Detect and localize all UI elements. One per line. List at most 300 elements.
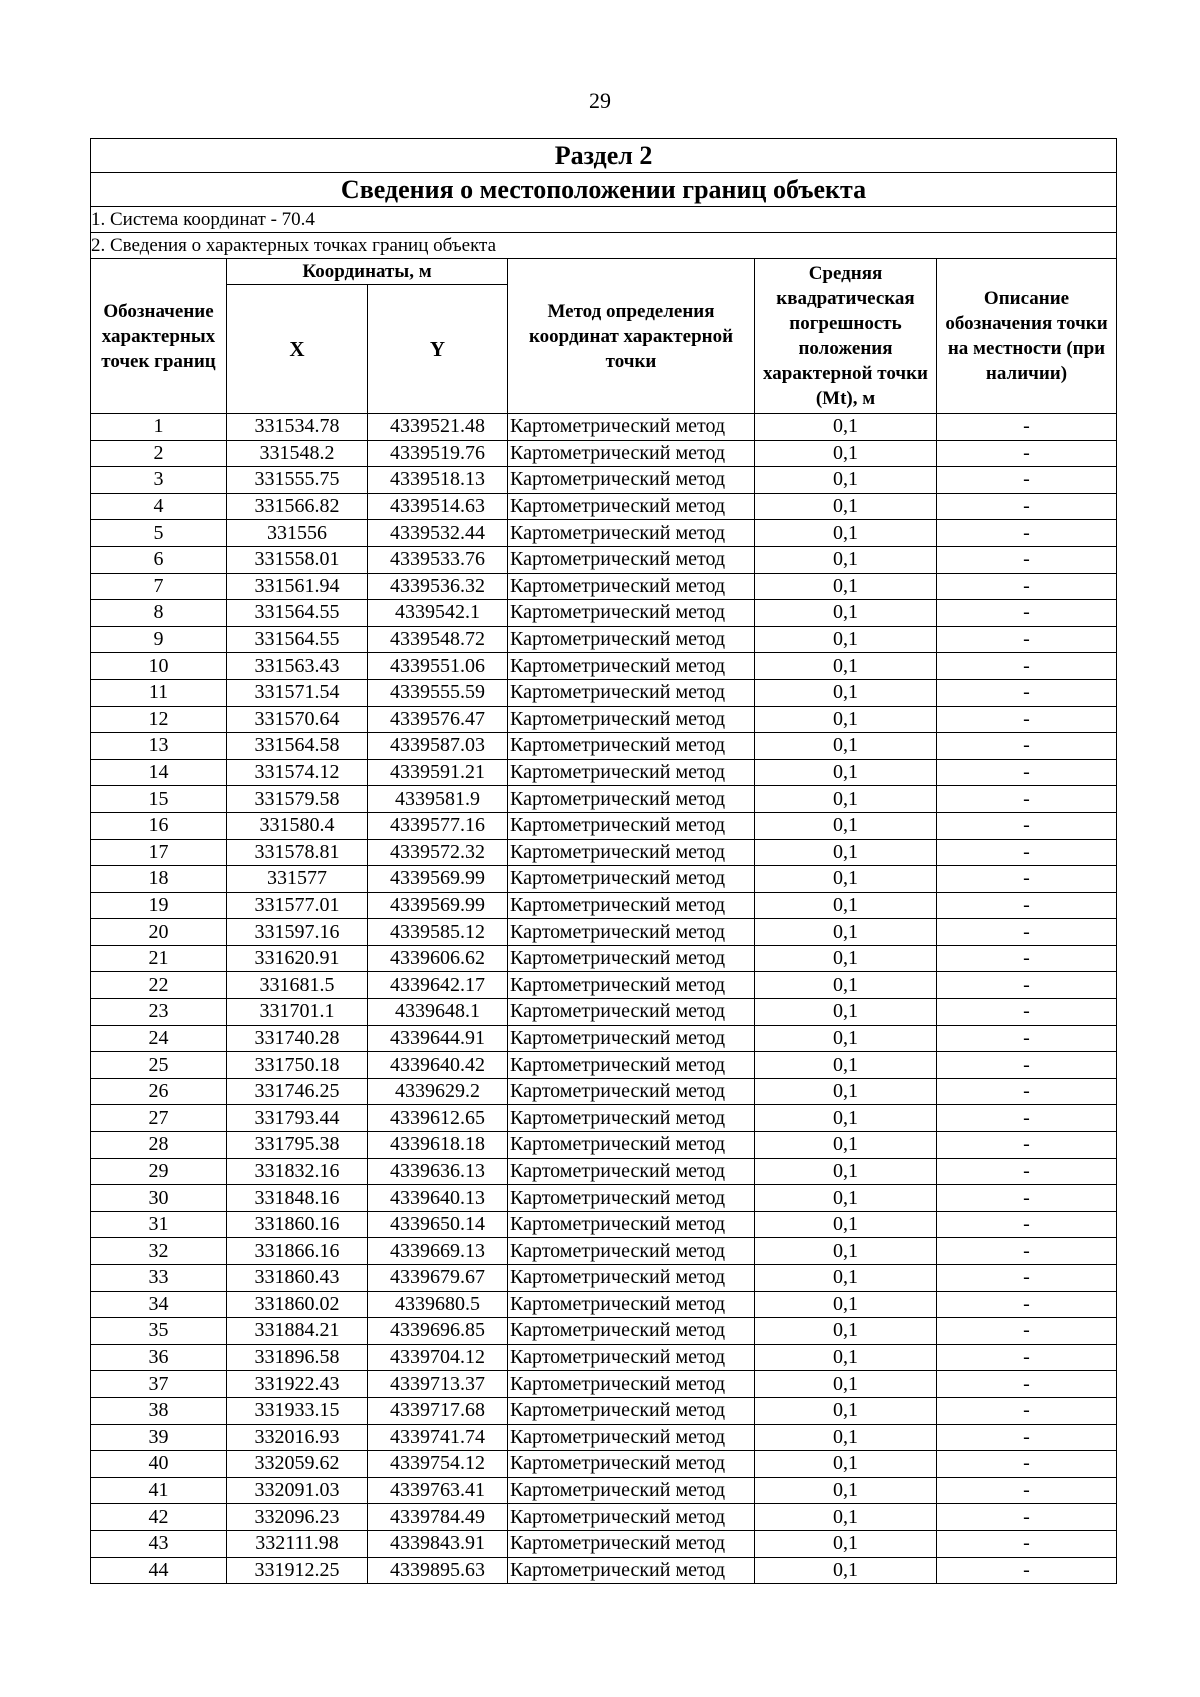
- method-cell: Картометрический метод: [508, 1397, 755, 1424]
- table-row: [91, 1052, 1117, 1079]
- description-cell: -: [937, 1557, 1117, 1584]
- x-coordinate-cell: 331933.15: [227, 1397, 368, 1424]
- mean-error-cell: 0,1: [755, 706, 937, 733]
- description-cell: -: [937, 1477, 1117, 1504]
- x-coordinate-cell: 331860.43: [227, 1265, 368, 1292]
- table-row: [91, 812, 1117, 839]
- mean-error-cell: 0,1: [755, 1530, 937, 1557]
- mean-error-cell: 0,1: [755, 440, 937, 467]
- mean-error-cell: 0,1: [755, 866, 937, 893]
- table-row: [91, 1397, 1117, 1424]
- point-number-cell: 16: [91, 812, 227, 839]
- description-cell: -: [937, 786, 1117, 813]
- point-number-cell: 13: [91, 733, 227, 760]
- mean-error-cell: 0,1: [755, 653, 937, 680]
- y-coordinate-cell: 4339591.21: [368, 759, 508, 786]
- y-coordinate-cell: 4339640.13: [368, 1185, 508, 1212]
- x-coordinate-cell: 332096.23: [227, 1504, 368, 1531]
- x-coordinate-cell: 331555.75: [227, 467, 368, 494]
- x-coordinate-cell: 331577: [227, 866, 368, 893]
- point-number-cell: 34: [91, 1291, 227, 1318]
- point-number-cell: 21: [91, 945, 227, 972]
- header-description: Описание обозначения точки на местности (при наличии): [937, 259, 1117, 414]
- mean-error-cell: 0,1: [755, 493, 937, 520]
- mean-error-cell: 0,1: [755, 1451, 937, 1478]
- description-cell: -: [937, 839, 1117, 866]
- table-row: [91, 1451, 1117, 1478]
- y-coordinate-cell: 4339648.1: [368, 999, 508, 1026]
- description-cell: -: [937, 1265, 1117, 1292]
- x-coordinate-cell: 331570.64: [227, 706, 368, 733]
- x-coordinate-cell: 331884.21: [227, 1318, 368, 1345]
- table-row: [91, 1318, 1117, 1345]
- method-cell: Картометрический метод: [508, 999, 755, 1026]
- x-coordinate-cell: 331795.38: [227, 1132, 368, 1159]
- method-cell: Картометрический метод: [508, 1211, 755, 1238]
- x-coordinate-cell: 331866.16: [227, 1238, 368, 1265]
- method-cell: Картометрический метод: [508, 1025, 755, 1052]
- description-cell: -: [937, 467, 1117, 494]
- mean-error-cell: 0,1: [755, 1344, 937, 1371]
- y-coordinate-cell: 4339895.63: [368, 1557, 508, 1584]
- y-coordinate-cell: 4339612.65: [368, 1105, 508, 1132]
- x-coordinate-cell: 331848.16: [227, 1185, 368, 1212]
- table-row: [91, 866, 1117, 893]
- point-number-cell: 10: [91, 653, 227, 680]
- method-cell: Картометрический метод: [508, 467, 755, 494]
- method-cell: Картометрический метод: [508, 1318, 755, 1345]
- mean-error-cell: 0,1: [755, 679, 937, 706]
- table-row: [91, 1344, 1117, 1371]
- mean-error-cell: 0,1: [755, 1105, 937, 1132]
- point-number-cell: 40: [91, 1451, 227, 1478]
- mean-error-cell: 0,1: [755, 1132, 937, 1159]
- table-row: [91, 1025, 1117, 1052]
- y-coordinate-cell: 4339650.14: [368, 1211, 508, 1238]
- mean-error-cell: 0,1: [755, 892, 937, 919]
- y-coordinate-cell: 4339551.06: [368, 653, 508, 680]
- method-cell: Картометрический метод: [508, 679, 755, 706]
- mean-error-cell: 0,1: [755, 812, 937, 839]
- description-cell: -: [937, 520, 1117, 547]
- table-row: [91, 972, 1117, 999]
- description-cell: -: [937, 653, 1117, 680]
- description-cell: -: [937, 573, 1117, 600]
- method-cell: Картометрический метод: [508, 1265, 755, 1292]
- point-number-cell: 37: [91, 1371, 227, 1398]
- x-coordinate-cell: 331580.4: [227, 812, 368, 839]
- table-row: [91, 839, 1117, 866]
- point-number-cell: 29: [91, 1158, 227, 1185]
- x-coordinate-cell: 331578.81: [227, 839, 368, 866]
- table-row: [91, 573, 1117, 600]
- y-coordinate-cell: 4339521.48: [368, 414, 508, 441]
- point-number-cell: 33: [91, 1265, 227, 1292]
- point-number-cell: 38: [91, 1397, 227, 1424]
- x-coordinate-cell: 331832.16: [227, 1158, 368, 1185]
- description-cell: -: [937, 1105, 1117, 1132]
- table-body: [91, 414, 1117, 1584]
- description-cell: -: [937, 999, 1117, 1026]
- header-point-designation: Обозначение характерных точек границ: [91, 259, 227, 414]
- description-cell: -: [937, 866, 1117, 893]
- table-row: [91, 919, 1117, 946]
- table-row: [91, 733, 1117, 760]
- y-coordinate-cell: 4339642.17: [368, 972, 508, 999]
- point-number-cell: 25: [91, 1052, 227, 1079]
- description-cell: -: [937, 1211, 1117, 1238]
- method-cell: Картометрический метод: [508, 1504, 755, 1531]
- method-cell: Картометрический метод: [508, 972, 755, 999]
- mean-error-cell: 0,1: [755, 1318, 937, 1345]
- table-row: [91, 1371, 1117, 1398]
- x-coordinate-cell: 331912.25: [227, 1557, 368, 1584]
- boundary-points-table: [90, 138, 1117, 1584]
- method-cell: Картометрический метод: [508, 1052, 755, 1079]
- description-cell: -: [937, 546, 1117, 573]
- method-cell: Картометрический метод: [508, 1530, 755, 1557]
- mean-error-cell: 0,1: [755, 1025, 937, 1052]
- mean-error-cell: 0,1: [755, 1078, 937, 1105]
- description-cell: -: [937, 414, 1117, 441]
- mean-error-cell: 0,1: [755, 759, 937, 786]
- y-coordinate-cell: 4339763.41: [368, 1477, 508, 1504]
- section-title: Раздел 2: [91, 139, 1117, 173]
- table-row: [91, 759, 1117, 786]
- mean-error-cell: 0,1: [755, 1504, 937, 1531]
- point-number-cell: 2: [91, 440, 227, 467]
- mean-error-cell: 0,1: [755, 1424, 937, 1451]
- y-coordinate-cell: 4339572.32: [368, 839, 508, 866]
- point-number-cell: 26: [91, 1078, 227, 1105]
- table-row: [91, 1557, 1117, 1584]
- point-number-cell: 30: [91, 1185, 227, 1212]
- y-coordinate-cell: 4339754.12: [368, 1451, 508, 1478]
- point-number-cell: 23: [91, 999, 227, 1026]
- mean-error-cell: 0,1: [755, 414, 937, 441]
- description-cell: -: [937, 919, 1117, 946]
- y-coordinate-cell: 4339519.76: [368, 440, 508, 467]
- mean-error-cell: 0,1: [755, 1158, 937, 1185]
- method-cell: Картометрический метод: [508, 493, 755, 520]
- description-cell: -: [937, 1397, 1117, 1424]
- mean-error-cell: 0,1: [755, 1238, 937, 1265]
- description-cell: -: [937, 812, 1117, 839]
- section-subtitle: Сведения о местоположении границ объекта: [91, 173, 1117, 207]
- header-mean-error: Средняя квадратическая погрешность положения характерной точки (Mt), м: [755, 259, 937, 414]
- y-coordinate-cell: 4339569.99: [368, 892, 508, 919]
- y-coordinate-cell: 4339555.59: [368, 679, 508, 706]
- x-coordinate-cell: 331860.02: [227, 1291, 368, 1318]
- point-number-cell: 1: [91, 414, 227, 441]
- y-coordinate-cell: 4339542.1: [368, 600, 508, 627]
- method-cell: Картометрический метод: [508, 653, 755, 680]
- x-coordinate-cell: 331548.2: [227, 440, 368, 467]
- table-row: [91, 600, 1117, 627]
- x-coordinate-cell: 331564.58: [227, 733, 368, 760]
- x-coordinate-cell: 331564.55: [227, 626, 368, 653]
- table-row: [91, 679, 1117, 706]
- mean-error-cell: 0,1: [755, 467, 937, 494]
- y-coordinate-cell: 4339679.67: [368, 1265, 508, 1292]
- table-row: [91, 1238, 1117, 1265]
- mean-error-cell: 0,1: [755, 600, 937, 627]
- x-coordinate-cell: 331577.01: [227, 892, 368, 919]
- point-number-cell: 18: [91, 866, 227, 893]
- table-row: [91, 786, 1117, 813]
- table-row: [91, 546, 1117, 573]
- point-number-cell: 28: [91, 1132, 227, 1159]
- mean-error-cell: 0,1: [755, 786, 937, 813]
- description-cell: -: [937, 1158, 1117, 1185]
- point-number-cell: 36: [91, 1344, 227, 1371]
- table-row: [91, 1291, 1117, 1318]
- header-y: Y: [368, 285, 508, 414]
- header-x: X: [227, 285, 368, 414]
- y-coordinate-cell: 4339606.62: [368, 945, 508, 972]
- x-coordinate-cell: 331579.58: [227, 786, 368, 813]
- method-cell: Картометрический метод: [508, 1424, 755, 1451]
- y-coordinate-cell: 4339784.49: [368, 1504, 508, 1531]
- method-cell: Картометрический метод: [508, 626, 755, 653]
- description-cell: -: [937, 1318, 1117, 1345]
- y-coordinate-cell: 4339696.85: [368, 1318, 508, 1345]
- point-number-cell: 24: [91, 1025, 227, 1052]
- y-coordinate-cell: 4339518.13: [368, 467, 508, 494]
- points-heading: 2. Сведения о характерных точках границ объекта: [91, 233, 1117, 259]
- page-number: 29: [589, 88, 611, 113]
- method-cell: Картометрический метод: [508, 573, 755, 600]
- table-row: [91, 414, 1117, 441]
- y-coordinate-cell: 4339640.42: [368, 1052, 508, 1079]
- description-cell: -: [937, 1238, 1117, 1265]
- method-cell: Картометрический метод: [508, 1451, 755, 1478]
- point-number-cell: 43: [91, 1530, 227, 1557]
- mean-error-cell: 0,1: [755, 919, 937, 946]
- description-cell: -: [937, 1451, 1117, 1478]
- description-cell: -: [937, 600, 1117, 627]
- header-coordinates: Координаты, м: [227, 259, 508, 285]
- y-coordinate-cell: 4339576.47: [368, 706, 508, 733]
- x-coordinate-cell: 332016.93: [227, 1424, 368, 1451]
- point-number-cell: 27: [91, 1105, 227, 1132]
- point-number-cell: 7: [91, 573, 227, 600]
- method-cell: Картометрический метод: [508, 520, 755, 547]
- description-cell: -: [937, 1504, 1117, 1531]
- mean-error-cell: 0,1: [755, 1185, 937, 1212]
- description-cell: -: [937, 733, 1117, 760]
- method-cell: Картометрический метод: [508, 414, 755, 441]
- table-row: [91, 1211, 1117, 1238]
- x-coordinate-cell: 331558.01: [227, 546, 368, 573]
- y-coordinate-cell: 4339669.13: [368, 1238, 508, 1265]
- method-cell: Картометрический метод: [508, 919, 755, 946]
- x-coordinate-cell: 331563.43: [227, 653, 368, 680]
- y-coordinate-cell: 4339577.16: [368, 812, 508, 839]
- mean-error-cell: 0,1: [755, 999, 937, 1026]
- point-number-cell: 14: [91, 759, 227, 786]
- mean-error-cell: 0,1: [755, 945, 937, 972]
- y-coordinate-cell: 4339533.76: [368, 546, 508, 573]
- x-coordinate-cell: 331564.55: [227, 600, 368, 627]
- y-coordinate-cell: 4339569.99: [368, 866, 508, 893]
- table-row: [91, 626, 1117, 653]
- description-cell: -: [937, 972, 1117, 999]
- point-number-cell: 32: [91, 1238, 227, 1265]
- table-row: [91, 1477, 1117, 1504]
- method-cell: Картометрический метод: [508, 1105, 755, 1132]
- table-row: [91, 892, 1117, 919]
- description-cell: -: [937, 892, 1117, 919]
- method-cell: Картометрический метод: [508, 839, 755, 866]
- y-coordinate-cell: 4339618.18: [368, 1132, 508, 1159]
- description-cell: -: [937, 626, 1117, 653]
- method-cell: Картометрический метод: [508, 1557, 755, 1584]
- table-row: [91, 1504, 1117, 1531]
- y-coordinate-cell: 4339704.12: [368, 1344, 508, 1371]
- y-coordinate-cell: 4339587.03: [368, 733, 508, 760]
- table-row: [91, 1530, 1117, 1557]
- mean-error-cell: 0,1: [755, 1265, 937, 1292]
- mean-error-cell: 0,1: [755, 1052, 937, 1079]
- x-coordinate-cell: 331597.16: [227, 919, 368, 946]
- mean-error-cell: 0,1: [755, 1397, 937, 1424]
- method-cell: Картометрический метод: [508, 1158, 755, 1185]
- method-cell: Картометрический метод: [508, 1291, 755, 1318]
- point-number-cell: 42: [91, 1504, 227, 1531]
- description-cell: -: [937, 1132, 1117, 1159]
- description-cell: -: [937, 440, 1117, 467]
- description-cell: -: [937, 1052, 1117, 1079]
- y-coordinate-cell: 4339843.91: [368, 1530, 508, 1557]
- x-coordinate-cell: 331750.18: [227, 1052, 368, 1079]
- table-row: [91, 1158, 1117, 1185]
- description-cell: -: [937, 1185, 1117, 1212]
- x-coordinate-cell: 331922.43: [227, 1371, 368, 1398]
- x-coordinate-cell: 331746.25: [227, 1078, 368, 1105]
- description-cell: -: [937, 945, 1117, 972]
- x-coordinate-cell: 331561.94: [227, 573, 368, 600]
- description-cell: -: [937, 1371, 1117, 1398]
- x-coordinate-cell: 332091.03: [227, 1477, 368, 1504]
- mean-error-cell: 0,1: [755, 573, 937, 600]
- y-coordinate-cell: 4339514.63: [368, 493, 508, 520]
- y-coordinate-cell: 4339629.2: [368, 1078, 508, 1105]
- method-cell: Картометрический метод: [508, 733, 755, 760]
- point-number-cell: 12: [91, 706, 227, 733]
- description-cell: -: [937, 493, 1117, 520]
- x-coordinate-cell: 331574.12: [227, 759, 368, 786]
- mean-error-cell: 0,1: [755, 972, 937, 999]
- x-coordinate-cell: 331701.1: [227, 999, 368, 1026]
- point-number-cell: 35: [91, 1318, 227, 1345]
- point-number-cell: 3: [91, 467, 227, 494]
- method-cell: Картометрический метод: [508, 1371, 755, 1398]
- method-cell: Картометрический метод: [508, 1238, 755, 1265]
- mean-error-cell: 0,1: [755, 546, 937, 573]
- mean-error-cell: 0,1: [755, 1291, 937, 1318]
- point-number-cell: 4: [91, 493, 227, 520]
- point-number-cell: 11: [91, 679, 227, 706]
- method-cell: Картометрический метод: [508, 1132, 755, 1159]
- description-cell: -: [937, 706, 1117, 733]
- table-row: [91, 1078, 1117, 1105]
- method-cell: Картометрический метод: [508, 440, 755, 467]
- description-cell: -: [937, 1530, 1117, 1557]
- table-row: [91, 945, 1117, 972]
- point-number-cell: 31: [91, 1211, 227, 1238]
- coordinate-system: 1. Система координат - 70.4: [91, 207, 1117, 233]
- y-coordinate-cell: 4339548.72: [368, 626, 508, 653]
- table-row: [91, 1424, 1117, 1451]
- method-cell: Картометрический метод: [508, 786, 755, 813]
- mean-error-cell: 0,1: [755, 1211, 937, 1238]
- method-cell: Картометрический метод: [508, 892, 755, 919]
- mean-error-cell: 0,1: [755, 839, 937, 866]
- y-coordinate-cell: 4339532.44: [368, 520, 508, 547]
- x-coordinate-cell: 331793.44: [227, 1105, 368, 1132]
- table-row: [91, 706, 1117, 733]
- description-cell: -: [937, 1344, 1117, 1371]
- table-row: [91, 1105, 1117, 1132]
- table-row: [91, 1265, 1117, 1292]
- description-cell: -: [937, 679, 1117, 706]
- point-number-cell: 9: [91, 626, 227, 653]
- description-cell: -: [937, 1291, 1117, 1318]
- y-coordinate-cell: 4339636.13: [368, 1158, 508, 1185]
- method-cell: Картометрический метод: [508, 546, 755, 573]
- y-coordinate-cell: 4339717.68: [368, 1397, 508, 1424]
- description-cell: -: [937, 1078, 1117, 1105]
- x-coordinate-cell: 331566.82: [227, 493, 368, 520]
- table-row: [91, 440, 1117, 467]
- point-number-cell: 8: [91, 600, 227, 627]
- y-coordinate-cell: 4339581.9: [368, 786, 508, 813]
- mean-error-cell: 0,1: [755, 733, 937, 760]
- method-cell: Картометрический метод: [508, 945, 755, 972]
- method-cell: Картометрический метод: [508, 1344, 755, 1371]
- x-coordinate-cell: 331860.16: [227, 1211, 368, 1238]
- y-coordinate-cell: 4339536.32: [368, 573, 508, 600]
- table-row: [91, 467, 1117, 494]
- point-number-cell: 5: [91, 520, 227, 547]
- y-coordinate-cell: 4339644.91: [368, 1025, 508, 1052]
- mean-error-cell: 0,1: [755, 626, 937, 653]
- point-number-cell: 6: [91, 546, 227, 573]
- y-coordinate-cell: 4339680.5: [368, 1291, 508, 1318]
- point-number-cell: 39: [91, 1424, 227, 1451]
- x-coordinate-cell: 331740.28: [227, 1025, 368, 1052]
- description-cell: -: [937, 1025, 1117, 1052]
- method-cell: Картометрический метод: [508, 706, 755, 733]
- mean-error-cell: 0,1: [755, 520, 937, 547]
- x-coordinate-cell: 331896.58: [227, 1344, 368, 1371]
- point-number-cell: 15: [91, 786, 227, 813]
- header-method: Метод определения координат характерной точки: [508, 259, 755, 414]
- mean-error-cell: 0,1: [755, 1371, 937, 1398]
- mean-error-cell: 0,1: [755, 1557, 937, 1584]
- method-cell: Картометрический метод: [508, 812, 755, 839]
- y-coordinate-cell: 4339713.37: [368, 1371, 508, 1398]
- point-number-cell: 20: [91, 919, 227, 946]
- table-row: [91, 520, 1117, 547]
- point-number-cell: 17: [91, 839, 227, 866]
- description-cell: -: [937, 759, 1117, 786]
- method-cell: Картометрический метод: [508, 866, 755, 893]
- x-coordinate-cell: 331681.5: [227, 972, 368, 999]
- x-coordinate-cell: 332059.62: [227, 1451, 368, 1478]
- method-cell: Картометрический метод: [508, 1185, 755, 1212]
